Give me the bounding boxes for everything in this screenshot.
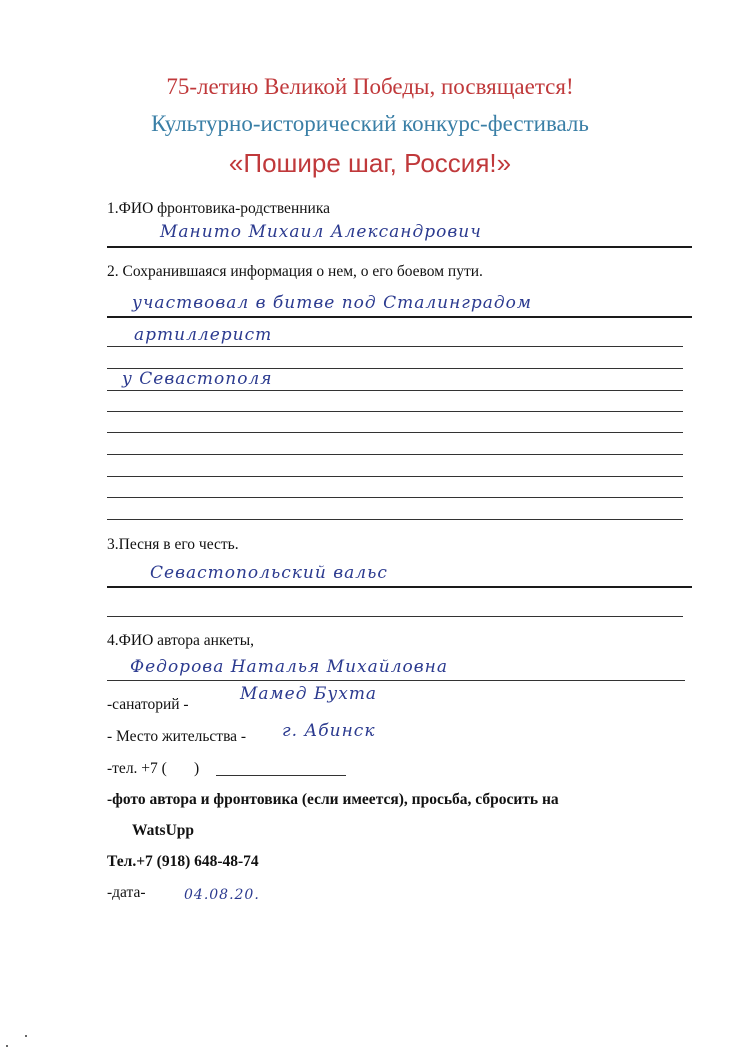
question-2-answer-rule-8 — [107, 476, 683, 477]
sanatorium-label: -санаторий - — [107, 696, 189, 713]
date-value[interactable]: 04.08.20. — [184, 887, 260, 903]
question-2-answer-rule-7 — [107, 454, 683, 455]
question-3-answer-rule-1 — [107, 586, 692, 588]
question-2-label: 2. Сохранившаяся информация о нем, о его боевом пути. — [107, 263, 483, 280]
question-2-answer-rule-6 — [107, 432, 683, 433]
phone-input-line[interactable] — [216, 775, 346, 776]
sanatorium-value[interactable]: Мамед Бухта — [240, 684, 378, 704]
question-2-answer-line-2[interactable]: артиллерист — [134, 325, 273, 345]
question-4-answer[interactable]: Федорова Наталья Михайловна — [130, 657, 449, 677]
question-1-answer-line — [107, 246, 692, 248]
photo-request-note: -фото автора и фронтовика (если имеется), просьба, сбросить на — [107, 791, 559, 808]
residence-label: - Место жительства - — [107, 728, 247, 745]
question-2-answer-rule-1 — [107, 316, 692, 318]
question-3-label: 3.Песня в его честь. — [107, 536, 239, 553]
question-3-answer-rule-2 — [107, 616, 683, 617]
question-4-label: 4.ФИО автора анкеты, — [107, 632, 255, 649]
question-4-answer-rule — [107, 680, 685, 681]
header-festival-name: Культурно-исторический конкурс-фестиваль — [151, 111, 589, 136]
question-2-answer-rule-10 — [107, 519, 683, 520]
question-2-answer-rule-5 — [107, 411, 683, 412]
residence-value[interactable]: г. Абинск — [282, 721, 376, 741]
question-2-answer-rule-9 — [107, 497, 683, 498]
phone-label: -тел. +7 ( ) — [107, 760, 200, 777]
question-2-answer-rule-2 — [107, 346, 683, 347]
photo-request-app: WatsUpp — [132, 822, 195, 839]
header-dedication: 75-летию Великой Победы, посвящается! — [166, 74, 574, 99]
scan-speck — [25, 1035, 27, 1037]
contact-phone: Тел.+7 (918) 648-48-74 — [107, 853, 259, 870]
question-1-answer[interactable]: Манито Михаил Александрович — [160, 222, 482, 242]
date-label: -дата- — [107, 884, 146, 901]
question-3-answer[interactable]: Севастопольский вальс — [150, 563, 388, 583]
question-1-label: 1.ФИО фронтовика-родственника — [107, 200, 331, 217]
header-slogan: «Пошире шаг, Россия!» — [228, 148, 512, 178]
question-2-answer-line-3[interactable]: у Севастополя — [122, 369, 273, 389]
question-2-answer-line-1[interactable]: участвовал в битве под Сталинградом — [132, 293, 533, 313]
question-2-answer-rule-4 — [107, 390, 683, 391]
